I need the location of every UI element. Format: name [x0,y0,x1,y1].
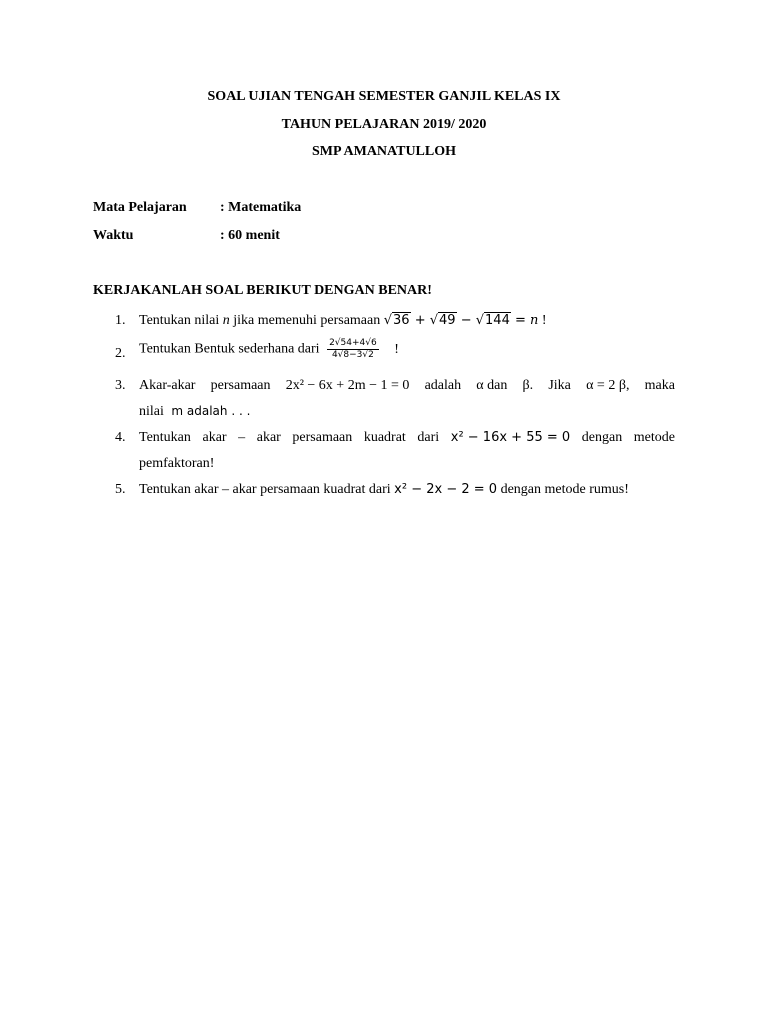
question-3-line-1: Akar-akar persamaan 2x² − 6x + 2m − 1 = 0 adalah α dan β. Jika α = 2 β, maka [139,378,675,393]
subject-label: Mata Pelajaran [93,200,187,215]
equation-5: x² − 2x − 2 = 0 [394,482,498,497]
question-number: 2. [115,346,126,361]
equation-4: x² − 16x + 55 = 0 [450,430,571,445]
question-number: 1. [115,313,126,328]
time-label: Waktu [93,228,134,243]
equation-1: √36 + √49 − √144 = n [383,313,539,328]
question-4-line-2: pemfaktoran! [139,456,215,471]
question-4-line-1: Tentukan akar – akar persamaan kuadrat dari x² − 16x + 55 = 0 dengan metode [139,430,675,445]
instruction: KERJAKANLAH SOAL BERIKUT DENGAN BENAR! [93,283,432,298]
question-2: Tentukan Bentuk sederhana dari $\frac{2√54+4√6}{4√8-3√2}$ ! [139,338,399,360]
fraction-denominator: 4√8−3√2 [331,350,374,360]
question-1: Tentukan nilai n jika memenuhi persamaan √36 + √49 − √144 = n ! [139,313,547,328]
fraction-numerator: 2√54+4√6 [329,338,377,348]
subject-value: : Matematika [220,200,302,215]
question-number: 5. [115,482,126,497]
academic-year: TAHUN PELAJARAN 2019/ 2020 [281,117,487,132]
question-number: 4. [115,430,126,445]
school-name: SMP AMANATULLOH [311,144,457,159]
time-value: : 60 menit [220,228,280,243]
question-number: 3. [115,378,126,393]
question-5: Tentukan akar – akar persamaan kuadrat dari x² − 2x − 2 = 0 dengan metode rumus! [139,482,629,497]
fraction [327,338,379,361]
variable-n: n [222,313,230,328]
exam-title: SOAL UJIAN TENGAH SEMESTER GANJIL KELAS IX [207,89,561,104]
question-3-line-2: nilai m adalah . . . [139,404,251,419]
